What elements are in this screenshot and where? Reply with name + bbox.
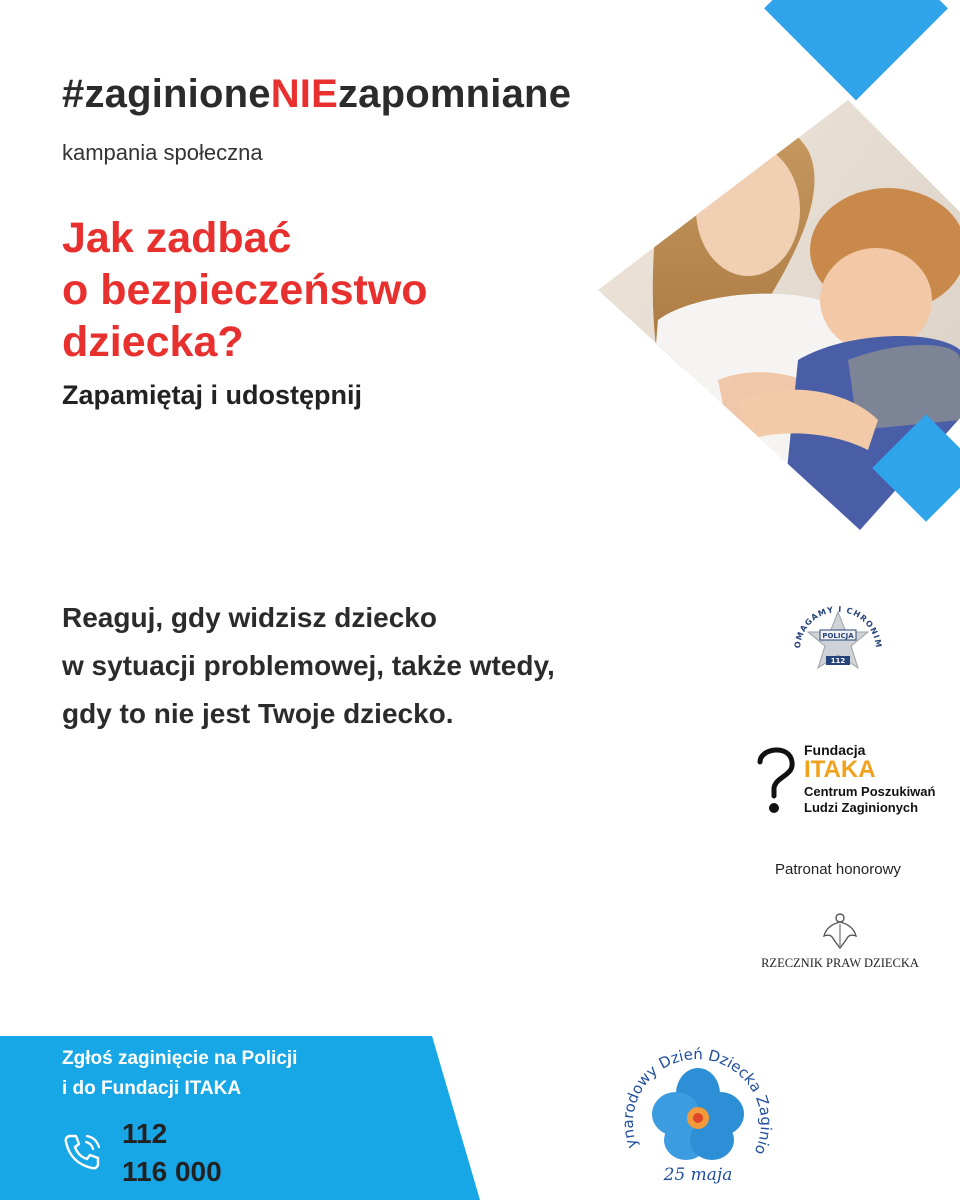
headline-line-1: Jak zadbać bbox=[62, 214, 292, 262]
headline bbox=[62, 212, 428, 368]
eagle-emblem-icon bbox=[822, 912, 858, 952]
police-badge-text: POLICJA bbox=[822, 632, 854, 640]
phone-number-112[interactable]: 112 bbox=[122, 1118, 168, 1149]
phone-icon bbox=[60, 1130, 104, 1174]
campaign-label: kampania społeczna bbox=[62, 140, 263, 165]
hashtag-part-1: #zaginione bbox=[62, 72, 271, 116]
banner-line-2: i do Fundacji ITAKA bbox=[62, 1078, 242, 1099]
itaka-subtitle-2: Ludzi Zaginionych bbox=[804, 800, 919, 815]
body-line-2: w sytuacji problemowej, także wtedy, bbox=[62, 650, 555, 681]
subheadline: Zapamiętaj i udostępnij bbox=[62, 380, 363, 410]
body-message bbox=[62, 594, 555, 738]
question-head-icon bbox=[752, 740, 798, 818]
hashtag-part-2: NIE bbox=[270, 72, 338, 116]
campaign-hashtag bbox=[62, 72, 571, 117]
dzien-date: 25 maja bbox=[663, 1165, 733, 1185]
forget-me-not-flower-icon bbox=[652, 1068, 744, 1160]
itaka-subtitle-1: Centrum Poszukiwań bbox=[804, 784, 936, 799]
photo-area bbox=[598, 0, 960, 560]
itaka-fundacja: Fundacja bbox=[804, 742, 866, 758]
police-logo bbox=[788, 600, 888, 690]
banner-line-1: Zgłoś zaginięcie na Policji bbox=[62, 1048, 298, 1069]
itaka-logo bbox=[752, 740, 942, 820]
headline-line-2: o bezpieczeństwo bbox=[62, 266, 428, 314]
police-arc-text: OMAGAMY I CHRONIM bbox=[792, 604, 884, 649]
rpd-logo bbox=[758, 912, 928, 972]
dzien-arc-text: ynarodowy Dzień Dziecka Zaginio bbox=[618, 1045, 776, 1158]
police-number: 112 bbox=[830, 657, 846, 665]
headline-line-3: dziecka? bbox=[62, 318, 244, 366]
missing-children-day-logo bbox=[616, 1030, 780, 1194]
phone-number-116000[interactable]: 116 000 bbox=[122, 1156, 222, 1187]
body-line-1: Reaguj, gdy widzisz dziecko bbox=[62, 602, 437, 633]
itaka-name: ITAKA bbox=[804, 756, 876, 783]
hashtag-part-3: zapomniane bbox=[337, 72, 572, 116]
rpd-label: RZECZNIK PRAW DZIECKA bbox=[761, 956, 919, 970]
patronat-label: Patronat honorowy bbox=[775, 861, 901, 878]
body-line-3: gdy to nie jest Twoje dziecko. bbox=[62, 698, 454, 729]
